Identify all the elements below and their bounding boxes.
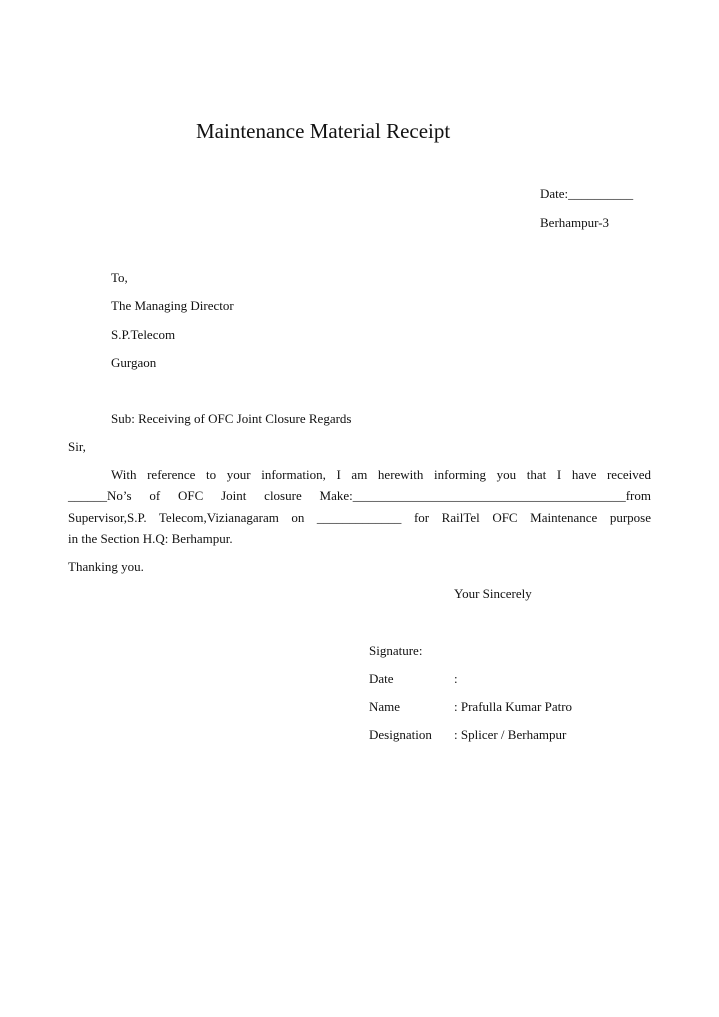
sig-date-label: Date [369,671,394,686]
sig-name-label: Name [369,699,401,714]
thanks-line: Thanking you. [68,559,144,574]
sig-name-value: : Prafulla Kumar Patro [454,699,573,714]
place-line: Berhampur-3 [540,215,610,230]
signature-label: Signature: [369,643,423,658]
subject-line: Sub: Receiving of OFC Joint Closure Regards [111,411,352,426]
body-line-1: With reference to your information, I am herewith informing you that I have received [111,467,651,482]
recipient-line-2: S.P.Telecom [111,327,176,342]
body-line-2: ______No’s of OFC Joint closure Make:__________________________________________from [68,488,651,503]
sig-designation-value: : Splicer / Berhampur [454,727,567,742]
body-line-4: in the Section H.Q: Berhampur. [68,531,233,546]
date-line: Date:__________ [540,186,634,201]
document-title: Maintenance Material Receipt [196,119,451,143]
sig-designation-label: Designation [369,727,432,742]
recipient-to: To, [111,270,128,285]
closing-line: Your Sincerely [454,586,532,601]
body-line-3: Supervisor,S.P. Telecom,Vizianagaram on _____________ for RailTel OFC Maintenance purpose [68,510,651,525]
sig-date-value: : [454,671,458,686]
salutation: Sir, [68,439,86,454]
recipient-line-1: The Managing Director [111,298,234,313]
recipient-line-3: Gurgaon [111,355,157,370]
